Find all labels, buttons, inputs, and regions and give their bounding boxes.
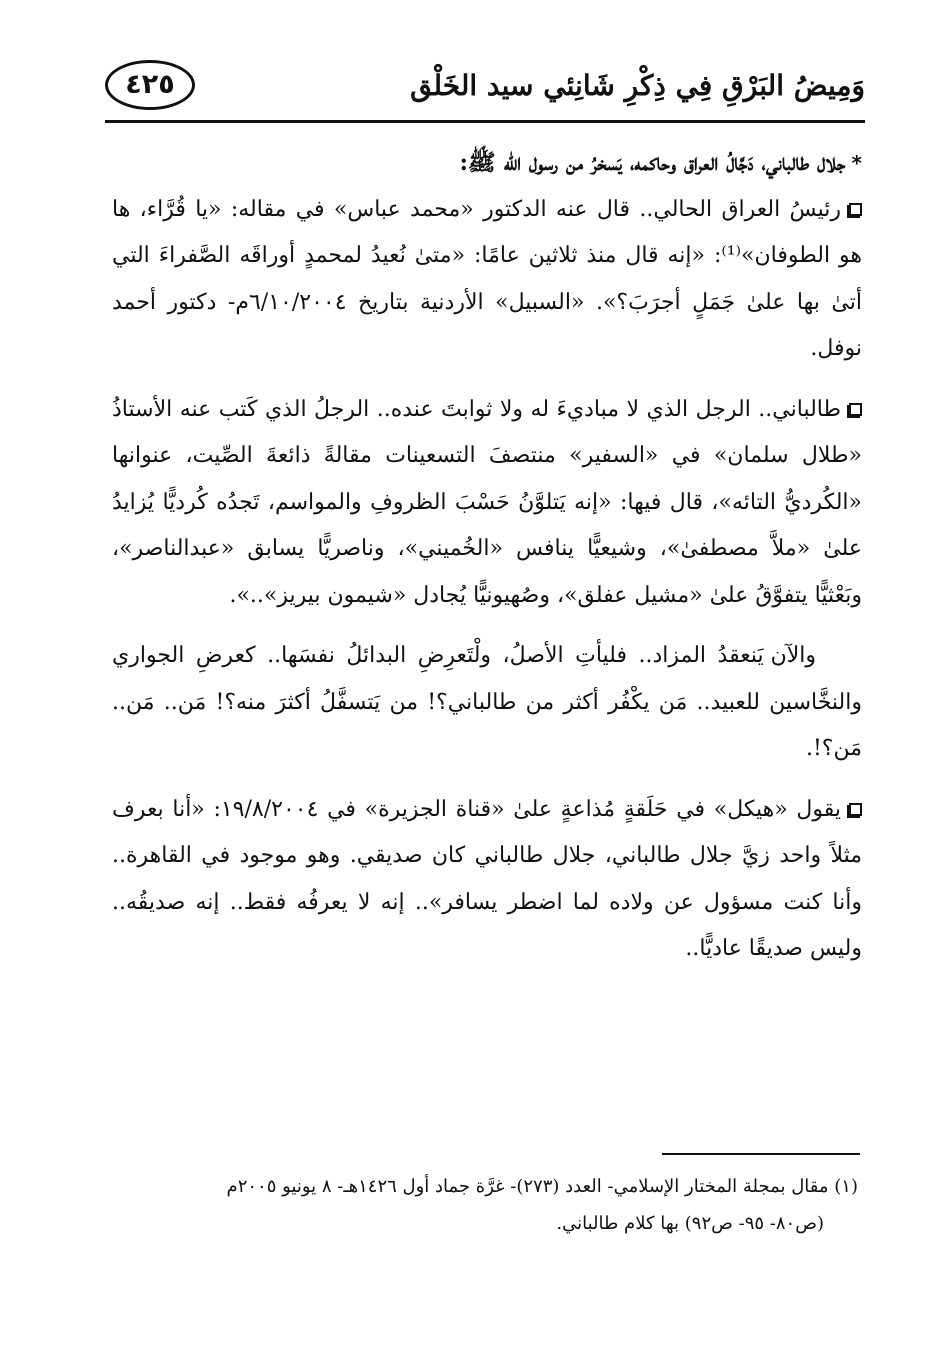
section-heading-text: جلال طالباني، دَجَّالُ العراق وحاكمه، يَسخرُ من رسول الله ﷺ: xyxy=(459,149,846,176)
square-bullet-icon xyxy=(849,403,862,416)
asterisk-bullet: * xyxy=(851,151,862,175)
running-title: وَمِيضُ البَرْقِ فِي ذِكْرِ شَانِئي سيد الخَلْق xyxy=(410,69,865,102)
footnote-separator xyxy=(662,1153,860,1155)
paragraph-text: طالباني.. الرجل الذي لا مباديءَ له ولا ثوابتَ عنده.. الرجلُ الذي كَتب عنه الأستاذُ «طلال سلمان» في «السفير» منتصفَ التسعينات مقالةً ذائعةَ الصِّيت، عنوانها «الكُرديُّ التائه»، قال فيها: «إنه يَتلوَّنُ حَسْبَ الظروفِ والمواسم، تَجدُه كُرديًّا يُزايدُ علىٰ «ملاَّ مصطفىٰ»، وشيعيًّا ينافس «الخُميني»، وناصريًّا يسابق «عبدالناصر»، وبَعْثيًّا يتفوَّقُ علىٰ «مشيل عفلق»، وصُهيونيًّا يُجادل «شيمون بيريز»..». xyxy=(112,396,862,608)
header-rule xyxy=(105,120,865,123)
page-header xyxy=(105,56,865,122)
square-bullet-icon xyxy=(849,203,862,216)
main-text xyxy=(112,140,862,973)
section-heading xyxy=(112,140,862,187)
paragraph-text: رئيسُ العراق الحالي.. قال عنه الدكتور «محمد عباس» في مقاله: «يا قُرَّاء، ها هو الطوفان»⁽¹⁾: «إنه قال منذ ثلاثين عامًا: «متىٰ نُعيدُ لمحمدٍ أوراقَه الصَّفراءَ التي أتىٰ بها علىٰ جَمَلٍ أجرَبَ؟». «السبيل» الأردنية بتاريخ ٦/١٠/٢٠٠٤م- دكتور أحمد نوفل. xyxy=(112,196,862,361)
footnote-1-line-1: (١) مقال بمجلة المختار الإسلامي- العدد (٢٧٣)- غرَّة جماد أول ١٤٢٦هـ- ٨ يونيو ٢٠٠٥م xyxy=(226,1176,858,1197)
paragraph-2 xyxy=(112,387,862,620)
paragraph-4 xyxy=(112,787,862,973)
paragraph-3 xyxy=(112,633,862,773)
paragraph-1 xyxy=(112,187,862,373)
paragraph-text: يقول «هيكل» في حَلَقةٍ مُذاعةٍ علىٰ «قناة الجزيرة» في ١٩/٨/٢٠٠٤: «أنا بعرف مثلاً واحد زيَّ جلال طالباني، جلال طالباني كان صديقي. وهو موجود في القاهرة.. وأنا كنت مسؤول عن ولاده لما اضطر يسافر».. إنه لا يعرفُه فقط.. إنه صديقُه.. وليس صديقًا عاديًّا.. xyxy=(112,796,862,961)
footnote-1-line-2: (ص٨٠- ٩٥- ص٩٢) بها كلام طالباني. xyxy=(556,1213,824,1234)
square-bullet-icon xyxy=(849,803,862,816)
page-number-badge xyxy=(105,60,195,110)
paragraph-text: والآن يَنعقدُ المزاد.. فليأتِ الأصلُ، ولْتَعرِضِ البدائلُ نفسَها.. كعرضِ الجواري والنخَّاسين للعبيد.. مَن يكْفُر أكثر من طالباني؟! من يَتسفَّلُ أكثرَ منه؟! مَن.. مَن.. مَن؟!. xyxy=(112,643,862,761)
footnotes xyxy=(118,1168,858,1242)
page-number: ٤٢٥ xyxy=(125,69,175,100)
